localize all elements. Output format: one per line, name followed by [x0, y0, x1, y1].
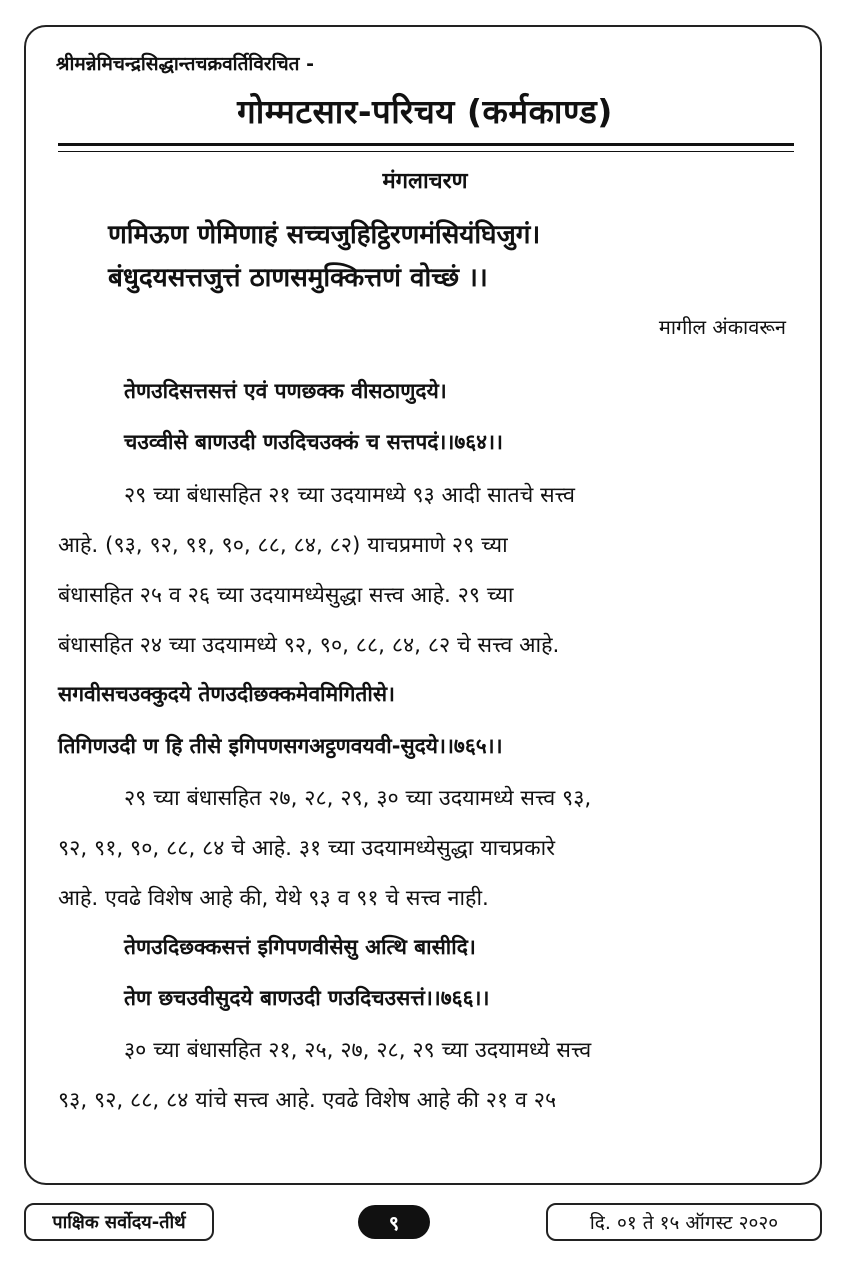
para-3-line-2: ९३, ९२, ८८, ८४ यांचे सत्त्व आहे. एवढे विशेष आहे की २१ व २५	[58, 1088, 557, 1113]
para-1-line-1: २९ च्या बंधासहित २१ च्या उदयामध्ये ९३ आदी सातचे सत्त्व	[124, 483, 575, 508]
title-rule-thick	[58, 143, 794, 146]
title-rule-thin	[58, 151, 794, 152]
verse-764-line-2: चउव्वीसे बाणउदी णउदिचउक्कं च सत्तपदं।।७६४।।	[124, 430, 504, 454]
author-line: श्रीमन्नेमिचन्द्रसिद्धान्तचक्रवर्तिविरचित -	[56, 53, 314, 75]
mangala-line-1: णमिऊण णेमिणाहं सच्चजुहिट्ठिरणमंसियंघिजुगं।	[108, 220, 541, 250]
para-3-line-1: ३० च्या बंधासहित २१, २५, २७, २८, २९ च्या उदयामध्ये सत्त्व	[124, 1038, 592, 1063]
verse-766-line-2: तेण छचउवीसुदये बाणउदी णउदिचउसत्तं।।७६६।।	[124, 986, 490, 1010]
page-number: ९	[358, 1205, 430, 1239]
para-1-line-4: बंधासहित २४ च्या उदयामध्ये ९२, ९०, ८८, ८४, ८२ चे सत्त्व आहे.	[58, 633, 560, 658]
verse-764-line-1: तेणउदिसत्तसत्तं एवं पणछक्क वीसठाणुदये।	[124, 379, 447, 403]
footer-publication: पाक्षिक सर्वोदय-तीर्थ	[24, 1203, 214, 1241]
para-1-line-2: आहे. (९३, ९२, ९१, ९०, ८८, ८४, ८२) याचप्रमाणे २९ च्या	[58, 533, 508, 558]
footer-date: दि. ०१ ते १५ ऑगस्ट २०२०	[546, 1203, 822, 1241]
para-1-line-3: बंधासहित २५ व २६ च्या उदयामध्येसुद्धा सत्त्व आहे. २९ च्या	[58, 583, 514, 608]
para-2-line-3: आहे. एवढे विशेष आहे की, येथे ९३ व ९१ चे सत्त्व नाही.	[58, 886, 489, 911]
verse-766-line-1: तेणउदिछक्कसत्तं इगिपणवीसेसु अत्थि बासीदि।	[124, 935, 476, 959]
para-2-line-1: २९ च्या बंधासहित २७, २८, २९, ३० च्या उदयामध्ये सत्त्व ९३,	[124, 786, 592, 811]
verse-765-line-1: सगवीसचउक्कुदये तेणउदीछक्कमेवमिगितीसे।	[58, 682, 395, 706]
para-2-line-2: ९२, ९१, ९०, ८८, ८४ चे आहे. ३१ च्या उदयामध्येसुद्धा याचप्रकारे	[58, 836, 555, 861]
mangala-line-2: बंधुदयसत्तजुत्तं ठाणसमुक्कित्तणं वोच्छं ।।	[108, 263, 488, 293]
page-title: गोम्मटसार-परिचय (कर्मकाण्ड)	[237, 92, 613, 131]
continued-note: मागील अंकावरून	[658, 315, 786, 339]
verse-765-line-2: तिगिणउदी ण हि तीसे इगिपणसगअट्ठणवयवी-सुदये।।७६५।।	[58, 734, 503, 758]
section-title: मंगलाचरण	[382, 169, 468, 194]
